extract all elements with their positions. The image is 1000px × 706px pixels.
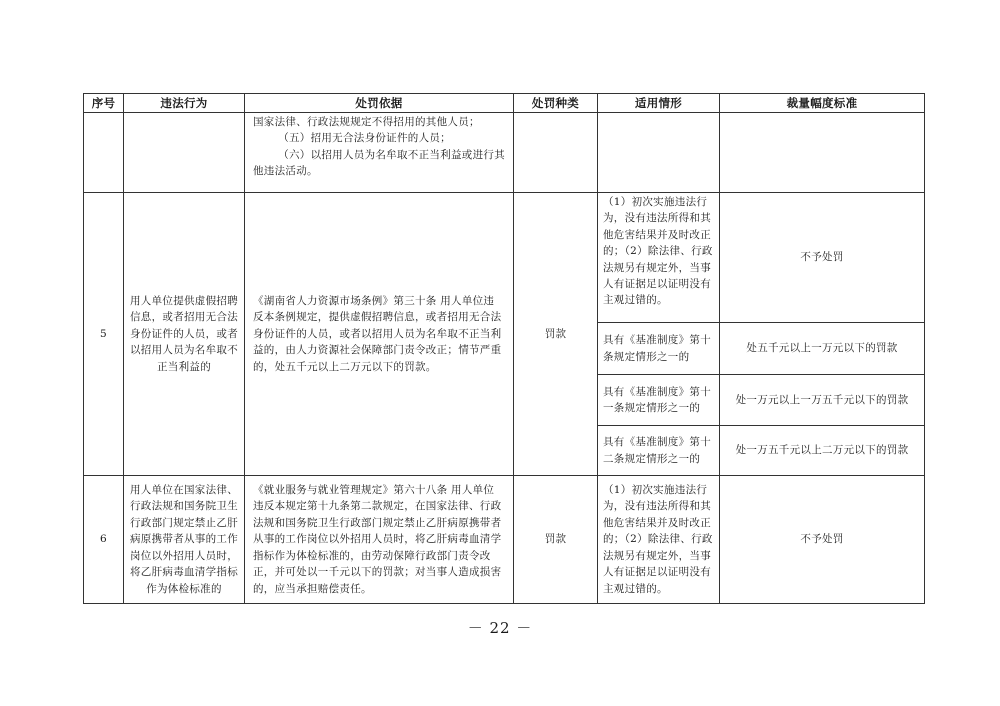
cell-6-type: 罚款 [514, 476, 598, 604]
table-row-5 [84, 193, 925, 323]
table-row-6 [84, 476, 925, 604]
cont-basis-line: （六）以招用人员为名牟取不正当利益或进行其他违法活动。 [253, 148, 505, 178]
penalty-table-page [83, 93, 924, 604]
cell-6-cond: （1）初次实施违法行为，没有违法所得和其他危害结果并及时改正的；（2）除法律、行政法规另有规定外，当事人有证据足以证明没有主观过错的。 [598, 476, 720, 604]
cell-5-cond-2: 具有《基准制度》第十条规定情形之一的 [598, 323, 720, 375]
header-type: 处罚种类 [514, 94, 598, 113]
header-basis: 处罚依据 [245, 94, 514, 113]
cont-basis-line: （五）招用无合法身份证件的人员； [278, 132, 451, 145]
header-std: 裁量幅度标准 [720, 94, 925, 113]
cont-basis-line: 国家法律、行政法规规定不得招用的其他人员； [253, 116, 480, 128]
cell-5-std-2: 处五千元以上一万元以下的罚款 [720, 323, 925, 375]
cell-6-act: 用人单位在国家法律、行政法规和国务院卫生行政部门规定禁止乙肝病原携带者从事的工作岗位以外招用人员时，将乙肝病毒血清学指标作为体检标准的 [124, 476, 245, 604]
cell-5-cond-4: 具有《基准制度》第十二条规定情形之一的 [598, 426, 720, 476]
cell-6-std: 不予处罚 [720, 476, 925, 604]
cell-5-no: 5 [84, 193, 124, 476]
cell-cont-cond [598, 113, 720, 193]
cell-5-std-3: 处一万元以上一万五千元以下的罚款 [720, 375, 925, 426]
header-act: 违法行为 [124, 94, 245, 113]
penalty-table [83, 93, 925, 604]
cell-5-basis: 《湖南省人力资源市场条例》第三十条 用人单位违反本条例规定，提供虚假招聘信息，或者招用无合法身份证件的人员，或者以招用人员为名牟取不正当利益的，由人力资源社会保障部门责令改正；情节严重的，处五千元以上二万元以下的罚款。 [245, 193, 514, 476]
cell-5-std-4: 处一万五千元以上二万元以下的罚款 [720, 426, 925, 476]
cell-5-type: 罚款 [514, 193, 598, 476]
cell-5-std-1: 不予处罚 [720, 193, 925, 323]
table-row-continuation [84, 113, 925, 193]
cell-cont-no [84, 113, 124, 193]
cell-6-no: 6 [84, 476, 124, 604]
cell-5-act: 用人单位提供虚假招聘信息，或者招用无合法身份证件的人员，或者以招用人员为名牟取不正当利益的 [124, 193, 245, 476]
cell-6-basis: 《就业服务与就业管理规定》第六十八条 用人单位违反本规定第十九条第二款规定，在国家法律、行政法规和国务院卫生行政部门规定禁止乙肝病原携带者从事的工作岗位以外招用人员时，将乙肝病毒血清学指标作为体检标准的，由劳动保障行政部门责令改正，并可处以一千元以下的罚款；对当事人造成损害的，应当承担赔偿责任。 [245, 476, 514, 604]
cell-5-cond-1: （1）初次实施违法行为，没有违法所得和其他危害结果并及时改正的；（2）除法律、行政法规另有规定外，当事人有证据足以证明没有主观过错的。 [598, 193, 720, 323]
cell-cont-std [720, 113, 925, 193]
cell-cont-basis [245, 113, 514, 193]
cell-cont-type [514, 113, 598, 193]
page-number: － 22 － [467, 619, 533, 637]
cell-cont-act [124, 113, 245, 193]
header-row [84, 94, 925, 113]
cell-5-cond-3: 具有《基准制度》第十一条规定情形之一的 [598, 375, 720, 426]
header-cond: 适用情形 [598, 94, 720, 113]
header-no: 序号 [84, 94, 124, 113]
